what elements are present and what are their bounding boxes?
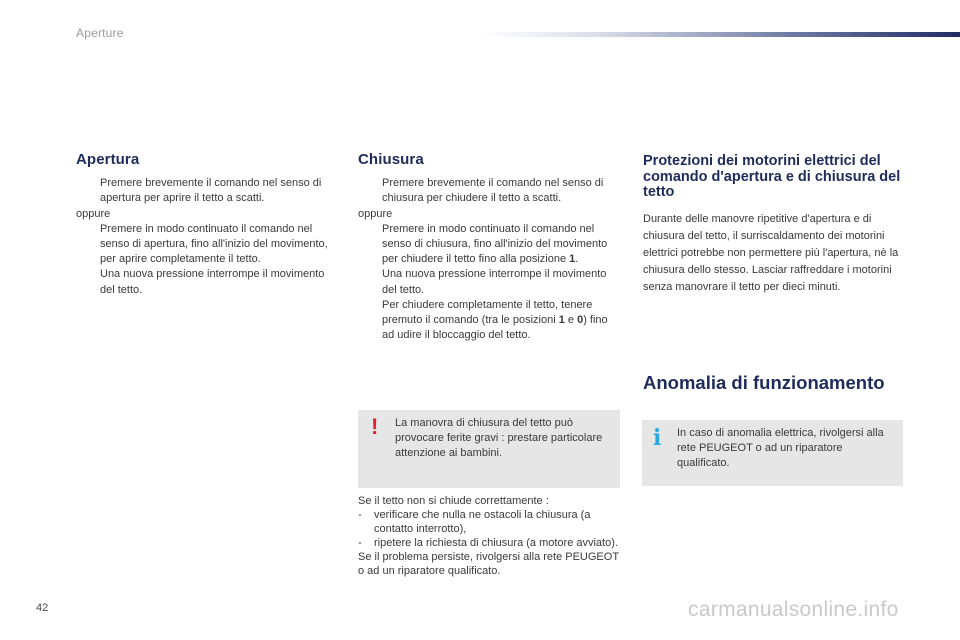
anomalia-heading: Anomalia di funzionamento xyxy=(643,372,885,393)
header-gradient-bar xyxy=(480,32,960,37)
apertura-item-1-text: Premere brevemente il comando nel senso di apertura per aprire il tetto a scatti. xyxy=(100,177,322,205)
chiusura-item-2 xyxy=(358,222,622,298)
info-icon: i xyxy=(653,425,662,451)
position-0-label: 0 xyxy=(577,314,584,327)
chiusura-heading: Chiusura xyxy=(358,151,424,168)
protezioni-column xyxy=(643,154,901,297)
chiusura-column xyxy=(358,152,622,343)
page-number: 42 xyxy=(36,602,49,614)
warning-icon: ! xyxy=(371,414,379,439)
position-1-label: 1 xyxy=(569,253,576,266)
info-text: In caso di anomalia elettrica, rivolgersi alla rete PEUGEOT o ad un riparatore qualificato. xyxy=(677,427,884,470)
apertura-item-2-note: Una nuova pressione interrompe il movimento del tetto. xyxy=(100,268,325,296)
apertura-column xyxy=(76,152,338,298)
apertura-item-2-text: Premere in modo continuato il comando nel senso di apertura, fino all'inizio del movimento, per aprire completamente il tetto. xyxy=(100,222,328,266)
chiusura-item-2-end: . xyxy=(575,253,579,266)
apertura-oppure: oppure xyxy=(76,207,111,220)
chiusura-item-2-note: Una nuova pressione interrompe il movimento del tetto. xyxy=(382,268,607,296)
apertura-item-2 xyxy=(76,222,338,298)
dash-icon: - xyxy=(358,509,362,521)
section-title: Aperture xyxy=(76,26,124,40)
apertura-item-1 xyxy=(76,176,338,206)
apertura-heading: Apertura xyxy=(76,151,140,168)
trouble-item-1-text: verificare che nulla ne ostacoli la chiusura (a contatto interrotto), xyxy=(374,509,591,535)
info-box xyxy=(642,420,903,486)
trouble-item-2-text: ripetere la richiesta di chiusura (a motore avviato). xyxy=(374,537,618,549)
warning-box xyxy=(358,410,620,488)
chiusura-item-3-mid: e xyxy=(564,314,578,327)
position-1-label: 1 xyxy=(558,314,565,327)
trouble-item-1 xyxy=(358,508,622,536)
chiusura-item-1 xyxy=(358,176,622,206)
chiusura-item-3 xyxy=(358,298,622,344)
trouble-outro: Se il problema persiste, rivolgersi alla rete PEUGEOT o ad un riparatore qualificato. xyxy=(358,551,619,577)
chiusura-item-3-text: Per chiudere completamente il tetto, tenere premuto il comando (tra le posizioni xyxy=(382,298,593,327)
protezioni-text: Durante delle manovre ripetitive d'apertura e di chiusura del tetto, il surriscaldamento dei motorini elettrici potrebbe non permettere più l'apertura, nè la chiusura dello stesso. Lasciar raffreddare i motorini senza manovrare il tetto per dieci minuti. xyxy=(643,212,899,294)
chiusura-oppure: oppure xyxy=(358,207,393,220)
chiusura-item-1-text: Premere brevemente il comando nel senso di chiusura per chiudere il tetto a scatti. xyxy=(382,177,604,205)
chiusura-item-3-end: ) fino ad udire il bloccaggio del tetto. xyxy=(382,314,608,342)
chiusura-troubleshooting xyxy=(358,494,622,578)
protezioni-heading: Protezioni dei motorini elettrici del comando d'apertura e di chiusura del tetto xyxy=(643,153,901,200)
trouble-intro: Se il tetto non si chiude correttamente : xyxy=(358,495,549,507)
chiusura-item-2-text: Premere in modo continuato il comando nel senso di chiusura, fino all'inizio del movimento per chiudere il tetto fino alla posizione xyxy=(382,222,608,266)
dash-icon: - xyxy=(358,537,362,549)
trouble-item-2 xyxy=(358,536,622,550)
watermark-text: carmanualsonline.info xyxy=(688,598,899,621)
warning-text: La manovra di chiusura del tetto può provocare ferite gravi : prestare particolare attenzione ai bambini. xyxy=(395,417,603,460)
